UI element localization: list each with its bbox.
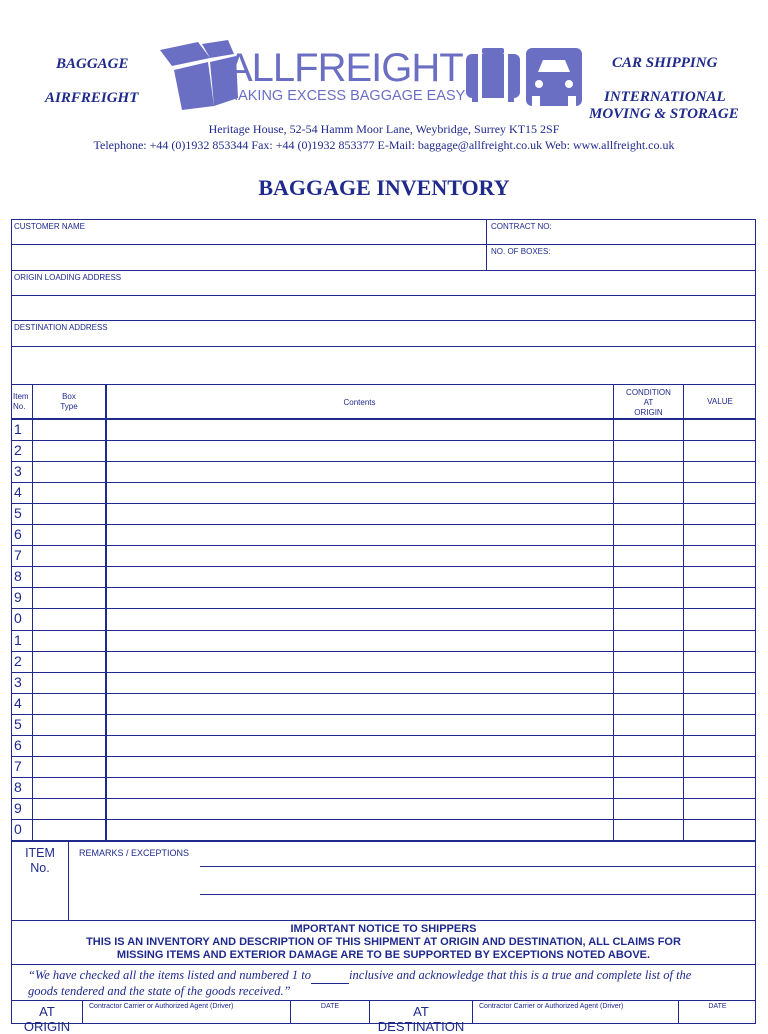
destination-date-label: DATE — [708, 1003, 727, 1010]
condition-cell[interactable] — [614, 694, 683, 713]
company-logo — [158, 40, 583, 112]
box-type-cell[interactable] — [33, 757, 105, 776]
contents-cell[interactable] — [107, 462, 613, 481]
remarks-label: REMARKS / EXCEPTIONS — [79, 848, 190, 858]
value-cell[interactable] — [684, 736, 755, 755]
box-type-cell[interactable] — [33, 441, 105, 460]
destination-date-field[interactable] — [679, 1012, 755, 1024]
condition-cell[interactable] — [614, 757, 683, 776]
col-box-type-header: Box Type — [60, 392, 78, 411]
value-cell[interactable] — [684, 609, 755, 628]
condition-cell[interactable] — [614, 736, 683, 755]
row-number: 2 — [14, 653, 22, 669]
col-value-header: VALUE — [707, 397, 733, 406]
contents-cell[interactable] — [107, 631, 613, 650]
contents-cell[interactable] — [107, 441, 613, 460]
col-item-header: Item No. — [13, 392, 29, 411]
remarks-field[interactable] — [70, 842, 755, 919]
contents-cell[interactable] — [107, 525, 613, 544]
box-type-cell[interactable] — [33, 588, 105, 607]
service-international: INTERNATIONAL — [604, 89, 726, 105]
value-cell[interactable] — [684, 799, 755, 818]
brand-name: ALLFREIGHT — [226, 46, 463, 90]
value-cell[interactable] — [684, 588, 755, 607]
value-cell[interactable] — [684, 694, 755, 713]
declaration-blank[interactable] — [311, 968, 349, 984]
box-type-cell[interactable] — [33, 462, 105, 481]
value-cell[interactable] — [684, 420, 755, 439]
suitcase-icon — [464, 48, 522, 104]
company-contact: Telephone: +44 (0)1932 853344 Fax: +44 (0)1932 853377 E-Mail: baggage@allfreight.co.uk Web: www.allfreight.co.uk — [93, 138, 675, 152]
condition-cell[interactable] — [614, 820, 683, 839]
service-baggage: BAGGAGE — [56, 56, 129, 72]
row-number: 3 — [14, 463, 22, 479]
origin-address-label: ORIGIN LOADING ADDRESS — [14, 273, 122, 282]
box-type-cell[interactable] — [33, 799, 105, 818]
value-cell[interactable] — [684, 820, 755, 839]
origin-date-label: DATE — [320, 1003, 340, 1010]
condition-cell[interactable] — [614, 525, 683, 544]
value-cell[interactable] — [684, 546, 755, 565]
condition-cell[interactable] — [614, 462, 683, 481]
row-number: 6 — [14, 737, 22, 753]
contents-cell[interactable] — [107, 652, 613, 671]
contents-cell[interactable] — [107, 799, 613, 818]
condition-cell[interactable] — [614, 546, 683, 565]
row-number: 4 — [14, 695, 22, 711]
contents-cell[interactable] — [107, 778, 613, 797]
row-number: 0 — [14, 821, 22, 837]
box-type-cell[interactable] — [33, 420, 105, 439]
box-type-cell[interactable] — [33, 567, 105, 586]
box-type-cell[interactable] — [33, 820, 105, 839]
row-number: 1 — [14, 632, 22, 648]
row-number: 3 — [14, 674, 22, 690]
destination-signature-field[interactable] — [473, 1012, 678, 1024]
box-type-cell[interactable] — [33, 694, 105, 713]
condition-cell[interactable] — [614, 420, 683, 439]
contents-cell[interactable] — [107, 694, 613, 713]
value-cell[interactable] — [684, 504, 755, 523]
row-number: 0 — [14, 610, 22, 626]
row-number: 8 — [14, 568, 22, 584]
value-cell[interactable] — [684, 778, 755, 797]
value-cell[interactable] — [684, 631, 755, 650]
service-car-shipping: CAR SHIPPING — [612, 55, 718, 71]
contents-cell[interactable] — [107, 483, 613, 502]
box-type-cell[interactable] — [33, 631, 105, 650]
notice-line-3: MISSING ITEMS AND EXTERIOR DAMAGE ARE TO BE SUPPORTED BY EXCEPTIONS NOTED ABOVE. — [116, 949, 651, 961]
service-airfreight: AIRFREIGHT — [45, 90, 139, 106]
condition-cell[interactable] — [614, 504, 683, 523]
customer-name-field[interactable] — [12, 234, 485, 270]
contents-cell[interactable] — [107, 609, 613, 628]
value-cell[interactable] — [684, 462, 755, 481]
box-type-cell[interactable] — [33, 736, 105, 755]
box-type-cell[interactable] — [33, 525, 105, 544]
condition-cell[interactable] — [614, 441, 683, 460]
contents-cell[interactable] — [107, 757, 613, 776]
condition-cell[interactable] — [614, 673, 683, 692]
car-icon — [526, 48, 582, 108]
customer-name-label: CUSTOMER NAME — [14, 222, 85, 231]
service-moving-storage: MOVING & STORAGE — [589, 106, 739, 122]
row-number: 8 — [14, 779, 22, 795]
origin-agent-label: Contractor Carrier or Authorized Agent (Driver) — [89, 1003, 234, 1010]
row-number: 9 — [14, 800, 22, 816]
condition-cell[interactable] — [614, 799, 683, 818]
at-destination-label: AT DESTINATION — [377, 1004, 465, 1034]
remarks-item-label: ITEM No. — [25, 846, 55, 875]
origin-address-field[interactable] — [12, 284, 755, 320]
condition-cell[interactable] — [614, 609, 683, 628]
no-of-boxes-label: NO. OF BOXES: — [491, 247, 551, 256]
row-number: 2 — [14, 442, 22, 458]
box-type-cell[interactable] — [33, 504, 105, 523]
contents-cell[interactable] — [107, 504, 613, 523]
contents-cell[interactable] — [107, 820, 613, 839]
value-cell[interactable] — [684, 567, 755, 586]
condition-cell[interactable] — [614, 567, 683, 586]
value-cell[interactable] — [684, 715, 755, 734]
box-type-cell[interactable] — [33, 609, 105, 628]
destination-agent-label: Contractor Carrier or Authorized Agent (Driver) — [479, 1003, 624, 1010]
row-number: 4 — [14, 484, 22, 500]
row-number: 7 — [14, 547, 22, 563]
box-type-cell[interactable] — [33, 546, 105, 565]
contents-cell[interactable] — [107, 673, 613, 692]
condition-cell[interactable] — [614, 588, 683, 607]
company-address: Heritage House, 52-54 Hamm Moor Lane, Weybridge, Surrey KT15 2SF — [208, 122, 560, 136]
box-type-cell[interactable] — [33, 483, 105, 502]
notice-heading: IMPORTANT NOTICE TO SHIPPERS — [290, 923, 477, 935]
col-contents-header: Contents — [343, 398, 376, 407]
origin-signature-field[interactable] — [83, 1012, 289, 1024]
row-number: 1 — [14, 421, 22, 437]
row-number: 5 — [14, 505, 22, 521]
contents-cell[interactable] — [107, 567, 613, 586]
contents-cell[interactable] — [107, 546, 613, 565]
contract-no-field[interactable] — [560, 220, 755, 243]
contents-cell[interactable] — [107, 588, 613, 607]
row-number: 6 — [14, 526, 22, 542]
value-cell[interactable] — [684, 441, 755, 460]
condition-cell[interactable] — [614, 652, 683, 671]
condition-cell[interactable] — [614, 631, 683, 650]
box-type-cell[interactable] — [33, 652, 105, 671]
value-cell[interactable] — [684, 525, 755, 544]
at-origin-label: AT ORIGIN — [23, 1004, 71, 1034]
page-title: BAGGAGE INVENTORY — [258, 175, 510, 200]
no-of-boxes-field[interactable] — [560, 245, 755, 269]
contents-cell[interactable] — [107, 715, 613, 734]
condition-cell[interactable] — [614, 778, 683, 797]
value-cell[interactable] — [684, 483, 755, 502]
row-number: 9 — [14, 589, 22, 605]
value-cell[interactable] — [684, 652, 755, 671]
box-type-cell[interactable] — [33, 715, 105, 734]
destination-address-label: DESTINATION ADDRESS — [14, 323, 108, 332]
contents-cell[interactable] — [107, 736, 613, 755]
box-type-cell[interactable] — [33, 778, 105, 797]
col-condition-header: CONDITION AT ORIGIN — [626, 388, 671, 417]
box-type-cell[interactable] — [33, 673, 105, 692]
condition-cell[interactable] — [614, 483, 683, 502]
contract-no-label: CONTRACT NO: — [491, 222, 552, 231]
contents-cell[interactable] — [107, 420, 613, 439]
value-cell[interactable] — [684, 757, 755, 776]
row-number: 7 — [14, 758, 22, 774]
value-cell[interactable] — [684, 673, 755, 692]
condition-cell[interactable] — [614, 715, 683, 734]
declaration-text: “We have checked all the items listed and numbered 1 to inclusive and acknowledge that this is a true and complete list of the goods tendered and the state of the goods received.” — [28, 968, 692, 998]
notice-line-2: THIS IS AN INVENTORY AND DESCRIPTION OF THIS SHIPMENT AT ORIGIN AND DESTINATION, ALL CLAIMS FOR — [86, 936, 681, 948]
row-number: 5 — [14, 716, 22, 732]
origin-date-field[interactable] — [291, 1012, 369, 1024]
brand-tagline: MAKING EXCESS BAGGAGE EASY — [226, 88, 466, 104]
destination-address-field[interactable] — [12, 334, 755, 384]
